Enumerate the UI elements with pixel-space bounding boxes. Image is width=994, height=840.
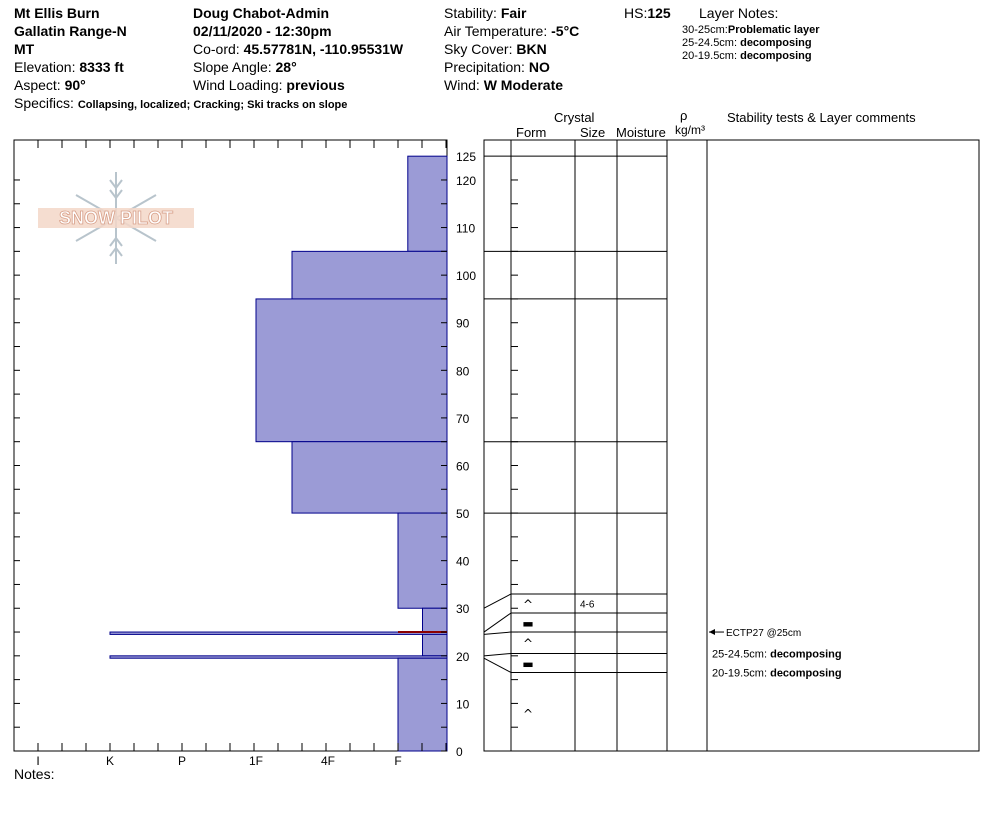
layer-comment: 25-24.5cm: decomposing <box>712 648 842 661</box>
depth-tick-label: 40 <box>456 554 470 569</box>
layer-connector-line <box>484 594 511 608</box>
stability-test-label: ECTP27 @25cm <box>726 628 802 640</box>
layer-note: 20-19.5cm: decomposing <box>682 50 812 62</box>
hardness-tick-label: P <box>177 754 187 768</box>
air-temperature: Air Temperature: -5°C <box>444 23 580 39</box>
precipitation: Precipitation: NO <box>444 59 550 75</box>
arrow-head-icon <box>709 629 715 635</box>
hardness-layer <box>110 632 447 634</box>
hardness-layer <box>110 656 447 658</box>
depth-tick-label: 120 <box>456 173 477 188</box>
hardness-layer <box>423 608 448 632</box>
hardness-tick-label: 1F <box>248 754 264 768</box>
depth-tick-label: 20 <box>456 649 470 664</box>
depth-tick-label: 125 <box>456 150 477 165</box>
depth-tick-label: 0 <box>456 745 463 759</box>
depth-tick-label: 70 <box>456 411 470 426</box>
aspect: Aspect: 90° <box>14 77 86 93</box>
form-header: Form <box>516 125 547 140</box>
depth-tick-label: 50 <box>456 507 470 522</box>
slope-angle: Slope Angle: 28° <box>193 59 297 75</box>
state-name: MT <box>14 41 35 57</box>
sky-cover: Sky Cover: BKN <box>444 41 547 57</box>
hardness-layer <box>292 251 447 299</box>
coordinates: Co-ord: 45.57781N, -110.95531W <box>193 41 404 57</box>
crystal-form-symbol: ▬ <box>522 616 534 631</box>
moisture-header: Moisture <box>616 125 666 140</box>
layer-connector-line <box>484 613 511 632</box>
location-name: Mt Ellis Burn <box>14 5 100 21</box>
datetime: 02/11/2020 - 12:30pm <box>193 23 332 39</box>
hardness-layer <box>292 442 447 513</box>
hardness-layer <box>398 658 447 751</box>
wind-loading: Wind Loading: previous <box>193 77 345 93</box>
crystal-form-symbol: ^ <box>522 597 534 612</box>
logo-text: SNOW PILOT <box>59 208 173 228</box>
notes-label: Notes: <box>14 766 55 782</box>
specifics: Specifics: Collapsing, localized; Cracking; Ski tracks on slope <box>14 95 348 111</box>
crystal-form-symbol: ▬ <box>522 656 534 671</box>
layer-comment: 20-19.5cm: decomposing <box>712 667 842 680</box>
crystal-form-symbol: ^ <box>522 706 534 721</box>
depth-tick-label: 30 <box>456 602 470 617</box>
layer-notes-title: Layer Notes: <box>699 5 779 21</box>
hardness-layer <box>256 299 447 442</box>
crystal-header: Crystal <box>554 110 595 125</box>
layer-note: 25-24.5cm: decomposing <box>682 37 812 49</box>
layer-connector-line <box>484 632 511 634</box>
snow-height: HS:125 <box>624 5 671 21</box>
comments-header: Stability tests & Layer comments <box>727 110 916 125</box>
density-unit: kg/m³ <box>675 123 705 137</box>
layer-connector-line <box>484 653 511 655</box>
observer: Doug Chabot-Admin <box>193 5 330 21</box>
hardness-tick-label: K <box>105 754 115 768</box>
depth-tick-label: 60 <box>456 459 470 474</box>
depth-tick-label: 10 <box>456 697 470 712</box>
hardness-tick-label: 4F <box>320 754 336 768</box>
elevation: Elevation: 8333 ft <box>14 59 124 75</box>
density-symbol: ρ <box>680 108 688 123</box>
depth-tick-label: 90 <box>456 316 470 331</box>
depth-tick-label: 80 <box>456 364 470 379</box>
layer-note: 30-25cm:Problematic layer <box>682 24 820 36</box>
wind: Wind: W Moderate <box>444 77 564 93</box>
size-header: Size <box>580 125 606 140</box>
range-name: Gallatin Range-N <box>14 23 127 39</box>
depth-tick-label: 110 <box>456 221 476 236</box>
hardness-tick-label: F <box>394 754 402 768</box>
hardness-layer <box>398 513 447 608</box>
hardness-tick-label: I <box>36 754 40 768</box>
depth-tick-label: 100 <box>456 269 477 284</box>
layer-connector-line <box>484 658 511 672</box>
crystal-form-symbol: ^ <box>522 636 534 651</box>
stability: Stability: Fair <box>444 5 527 21</box>
hardness-layer <box>423 634 448 655</box>
crystal-size: 4-6 <box>580 599 595 611</box>
